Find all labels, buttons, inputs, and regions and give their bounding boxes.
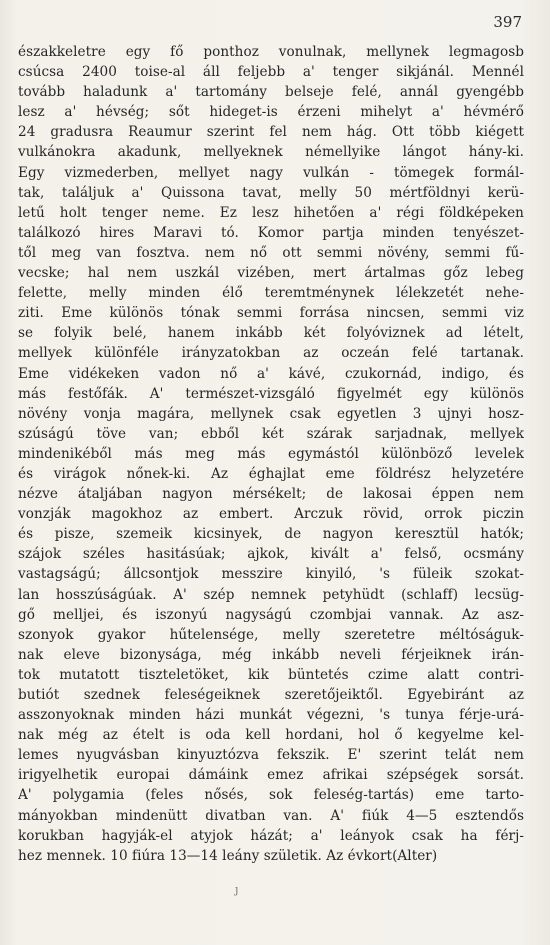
- text-line: lemes nyugvásban kinyuztózva fekszik. E' szerint telát nem: [18, 747, 524, 764]
- text-line: vulkánokra akadunk, mellyeknek némellyike lángot hány-ki.: [18, 144, 524, 161]
- text-line: irigyelhetik europai dámáink emez afrikai szépségek sorsát.: [18, 767, 524, 784]
- text-line: más festőfák. A' természet-vizsgáló figyelmét egy különös: [18, 385, 524, 402]
- text-line: lan hosszúságúak. A' szép nemnek petyhüdt (schlaff) lecsüg-: [18, 586, 524, 603]
- text-line: Eme vidékeken vadon nő a' kávé, czukornád, indigo, és: [18, 365, 524, 382]
- text-line: csúcsa 2400 toise-al áll feljebb a' tenger sikjánál. Mennél: [18, 64, 524, 81]
- text-line: vecske; hal nem uszkál vizében, mert ártalmas gőz lebeg: [18, 265, 524, 282]
- text-line: mellyek különféle irányzatokban az oczeán felé tartanak.: [18, 345, 524, 362]
- text-line: nak eleve bizonysága, még inkább neveli férjeiknek irán-: [18, 646, 524, 663]
- text-line: tovább haladunk a' tartomány belseje felé, annál gyengébb: [18, 84, 524, 101]
- text-line: találkozó hires Maravi tó. Komor partja minden tenyészet-: [18, 224, 524, 241]
- text-line: Egy vizmederben, mellyet nagy vulkán - tömegek formál-: [18, 164, 524, 181]
- text-line: korukban hagyják-el atyjok házát; a' leányok csak ha férj-: [18, 827, 524, 844]
- text-line: nak még az ételt is oda kell hordani, hol ő kegyelme kel-: [18, 727, 524, 744]
- text-line: asszonyoknak minden házi munkát végezni, 's tunya férje-urá-: [18, 707, 524, 724]
- text-line: butiót szednek feleségeiknek szeretőjeiktől. Egyebiránt az: [18, 687, 524, 703]
- text-line: 24 gradusra Reaumur szerint fel nem hág. Ott több kiégett: [18, 124, 524, 141]
- text-line: szájok széles hasitásúak; ajkok, kivált a' felső, ocsmány: [18, 546, 524, 563]
- text-line: tok mutatott tiszteletöket, kik büntetés czime alatt contri-: [18, 666, 524, 683]
- text-line: nézve átaljában nagyon mérsékelt; de lakosai éppen nem: [18, 486, 524, 503]
- text-line: vonzják magokhoz az embert. Arczuk rövid, orrok piczin: [18, 506, 524, 523]
- text-line: ziti. Eme különös tónak semmi forrása nincsen, semmi viz: [18, 305, 524, 322]
- text-line: A' polygamia (feles nősés, sok feleség-tartás) eme tarto-: [18, 787, 524, 804]
- text-line: mindenikéből más meg más egymástól különböző levelek: [18, 445, 524, 462]
- text-line: vastagságú; állcsontjok messzire kinyiló, 's füleik szokat-: [18, 566, 524, 583]
- text-line: hez mennek. 10 fiúra 13—14 leány születik. Az évkort(Alter): [18, 847, 438, 864]
- text-line: gő melljei, és iszonyú nagyságú czombjai vannak. Az asz-: [18, 606, 524, 623]
- text-line: felette, melly minden élő teremtménynek lélekzetét nehe-: [18, 285, 524, 302]
- footer-mark: ȷ: [235, 883, 239, 896]
- text-line: mányokban mindenütt divatban van. A' fiúk 4—5 esztendős: [18, 807, 524, 824]
- text-line: szonyok gyakor hűtelensége, melly szeretetre méltóságuk-: [18, 626, 524, 643]
- text-line: és pisze, szemeik kicsinyek, de nagyon keresztül hatók;: [18, 526, 524, 543]
- text-line: től meg van fosztva. nem nő ott semmi növény, semmi fű-: [18, 244, 524, 261]
- text-line: se folyik belé, hanem inkább két folyóviznek ad lételt,: [18, 325, 524, 342]
- body-text: [18, 42, 524, 866]
- text-line: tak, találjuk a' Quissona tavat, melly 50 mértföldnyi kerü-: [18, 184, 524, 201]
- text-line: és virágok nőnek-ki. Az éghajlat eme földrész helyzetére: [18, 465, 524, 482]
- text-line: lesz a' hévség; sőt hideget-is érzeni mihelyt a' hévmérő: [18, 104, 524, 121]
- text-line: letű holt tenger neme. Ez lesz hihetően a' régi földképeken: [18, 204, 524, 221]
- page-number: 397: [493, 13, 522, 31]
- text-line: szúságú töve van; ebből két szárak sarjadnak, mellyek: [18, 425, 524, 442]
- text-line: növény vonja magára, mellynek csak egyetlen 3 ujnyi hosz-: [18, 405, 524, 422]
- text-line: északkeletre egy fő ponthoz vonulnak, mellynek legmagosb: [18, 44, 524, 60]
